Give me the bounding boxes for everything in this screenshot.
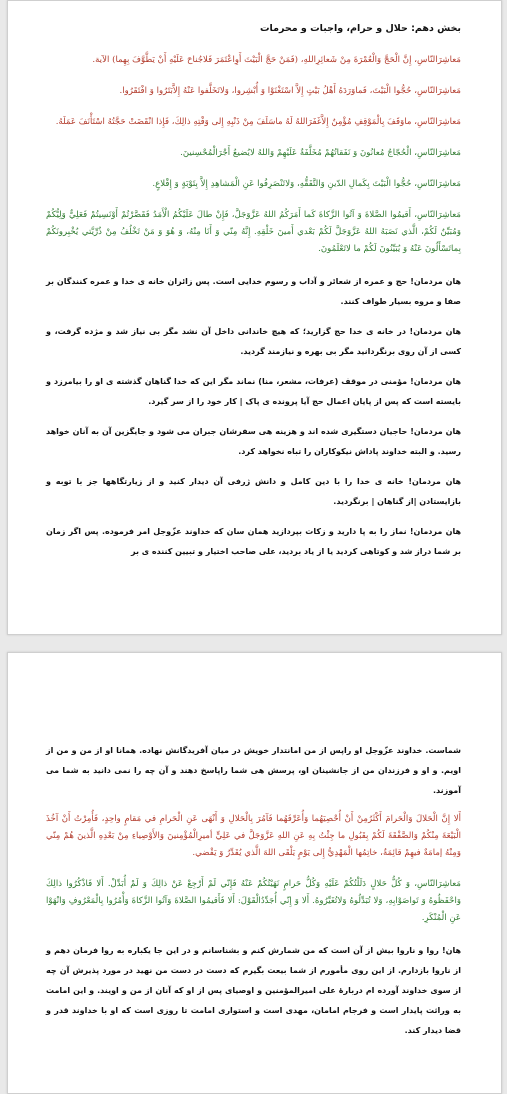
persian-paragraph: هان مردمان! خانه ی خدا را با دین کامل و دانش ژرفی آن دیدار کنید و از زیارتگاهها جز با توبه و بازایستادن |از گناهان | برنگردید. <box>46 477 461 506</box>
persian-paragraph: هان مردمان! نماز را به پا دارید و زکات بپردازید همان سان که خداوند عزّوجل امر فرموده. پس اگر زمان بر شما دراز شد و کوتاهی کردید یا از یاد بردید، علی صاحب اختیار و تبیین کننده ی بر <box>46 527 461 556</box>
arabic-paragraph: مَعاشِرَالنّاسِ، ماوَقَفَ بِالْمَوْقِفِ مُؤْمِنٌ إِلاَّغَفَرَاللهُ لَهُ ماسَلَفَ مِنْ ذَنْبِهِ إِلى وَقْتِهِ ذالِكَ، فَإِذا انْقَضَتْ حَجَّتُهُ اسْتَأْنَفَ عَمَلَهُ. <box>55 117 461 127</box>
persian-paragraph: شماست. خداوند عزّوجل او راپس از من امانتدار خویش در میان آفریدگانش نهاده. همانا او از من و من از اویم. و او و فرزندان من از جانشینان او، پرسش هی شما راپاسخ دهند و آن چه را نمی دانید به شما می آموزند. <box>46 746 461 795</box>
document-page-1 <box>7 0 502 635</box>
persian-paragraph: هان مردمان! حاجیان دستگیری شده اند و هزینه هی سفرشان جبران می شود و جایگزین آن به آنان خواهد رسید. و البته خداوند پاداش نیکوکاران را تباه نخواهد کرد. <box>46 427 461 456</box>
arabic-paragraph: مَعاشِرَالنّاسِ، حُجُّوا الْبَيْتَ، فَماوَرَدَهُ أَهْلُ بَيْتٍ إِلاَّ اسْتَغْنَوْا وَ أُبْشِروا، وَلاتَخَلَّفوا عَنْهُ إِلاَّبَتَرُوا وَ افْتَقَرُوا. <box>119 86 461 96</box>
persian-paragraph: هان مردمان! مؤمنی در موقف (عرفات، مشعر، منا) نماند مگر این که خدا گناهان گذشته ی او را بیامرزد و بایسته است که پس از پایان اعمال حج آیا پرونده ی پاک | کار خود را از سر گیرد. <box>46 377 461 406</box>
persian-paragraph: هان مردمان! حج و عمره از شعائر و آداب و رسوم خدایی است. پس زائران خانه ی خدا و عمره کنندگان بر صفا و مروه بسیار طواف کنند. <box>46 277 461 306</box>
arabic-paragraph: مَعاشِرَالنّاسِ، إِنَّ الْحَجَّ وَالْعُمْرَةَ مِنْ شَعائِرِاللهِ، (فَمَنْ حَجَّ الْبَيْتَ أَوِاعْتَمَرَ فَلاجُناحَ عَلَيْهِ أَنْ يَطَّوَّفَ بِهِما) الآیة. <box>92 55 461 65</box>
arabic-paragraph: مَعاشِرَالنّاسِ، حُجُّوا الْبَيْتَ بِكَمالِ الدّينِ وَالتَّفَقُّهِ، وَلاتَنْصَرِفُوا عَنِ الْمَشاهِدِ إِلاَّ بِتَوْبَةٍ وَ إِقْلاعٍ. <box>152 179 461 189</box>
page-1-content <box>46 23 461 572</box>
arabic-paragraph: مَعاشِرَالنّاسِ، الْحُجّاجُ مُعانُونَ وَ نَفَقاتُهُمْ مُخَلَّفَةٌ عَلَيْهِمْ وَاللهُ لايُضيعُ أَجْرَالْمُحْسِنينَ. <box>180 148 461 158</box>
section-heading: بخش دهم: حلال و حرام، واجبات و محرمات <box>259 23 461 34</box>
persian-paragraph: هان مردمان! در خانه ی خدا حج گزارید؛ که هیچ خاندانی داخل آن نشد مگر بی نیاز شد و مژده گرفت، و کسی از آن روی برنگردانید مگر بی بهره و نیازمند گردید. <box>46 327 461 356</box>
document-page-2 <box>7 652 502 1094</box>
arabic-paragraph: أَلا إِنَّ الْحَلالَ وَالْحَرامَ أَكْثَرُمِنْ أَنْ أُحْصِيَهُما وَأُعَرِّفَهُما فَآمُرَ بِالْحَلالِ وَ أَنْهَى عَنِ الْحَرامِ في مَقامٍ واحِدٍ، فَأُمِرْتُ أَنْ آخُذَ الْبَيْعَةَ مِنْكُمْ وَالصَّفْقَةَ لَكُمْ بِقَبُولِ ما جِئْتُ بِهِ عَنِ اللهِ عَزَّوَجَلَّ في عَلِيٍّ أميرِالْمُؤْمِنينَ وَالأَوْصِياءِ مِنْ بَعْدِهِ الَّذينَ هُمْ مِنّي وَمِنْهُ إمامَةٌ فيهِمْ قائِمَةٌ، خاتِمُها الْمَهْدِيُّ إِلى يَوْمٍ يَلْقَى اللهَ الَّذي يُقَدِّرُ وَ يَقْضي. <box>46 814 461 858</box>
persian-paragraph: هان! روا و ناروا بیش از آن است که من شمارش کنم و بشناسانم و در این جا یکباره به روا فرمان دهم و از ناروا بازدارم. از این روی مأمورم از شما بیعت بگیرم که دست در دست من نهید در مورد پذیرش آن چه از سوی خداوند آورده ام دربارهٔ علی امیرالمؤمنین و اوصیای پس از او که آنان از من و اویند. و این امامت به وراثت پایدار است و فرجام امامان، مهدی است و استواری امامت تا روزی است که او با خداوند قدر و قضا دیدار کند. <box>46 946 461 1035</box>
arabic-paragraph: مَعاشِرَالنّاسِ، وَ كُلُّ حَلالٍ دَلَلْتُكُمْ عَلَيْهِ وَكُلُّ حَرامٍ نَهَيْتُكُمْ عَنْهُ فَإِنّي لَمْ أَرْجِعْ عَنْ ذالِكَ وَ لَمْ أُبَدِّلْ. أَلا فَاذْكُرُوا ذالِكَ وَاحْفَظُوهُ وَ تَواصَوْابِهِ، وَلا تُبَدِّلُوهُ وَلاتُغَيِّرُوهُ. أَلا وَ إِنّي أُجَدِّدُالْقَوْلَ: أَلا فَأَقيمُوا الصَّلاةَ وَآتُوا الزَّكاةَ وَأْمُرُوا بِالْمَعْرُوفِ وَانْهَوْا عَنِ الْمُنْكَرِ. <box>46 879 461 923</box>
arabic-paragraph: مَعاشِرَالنّاسِ، أَقيمُوا الصَّلاةَ وَ آتُوا الزَّكاةَ كَما أَمَرَكُمُ اللهُ عَزَّوَجَلَّ، فَإِنْ طالَ عَلَيْكُمُ الْأَمَدُ فَقَصَّرْتُمْ أَوْنَسِيتُمْ فَعَلِيٌّ وَلِيُّكُمْ وَمُبَيِّنٌ لَكُمْ، الَّذي نَصَبَهُ اللهُ عَزَّوَجَلَّ لَكُمْ بَعْدي أَمينَ خَلْقِهِ. إِنَّهُ مِنّي وَ أَنَا مِنْهُ، وَ هُوَ وَ مَنْ تَخْلُفُ مِنْ ذُرِّيَّتي يُخْبِرونَكُمْ بِماتَسْأَلُونَ عَنْهُ وَ يُبَيِّنُونَ لَكُمْ ما لاتَعْلَمُونَ. <box>46 210 461 254</box>
page-2-content <box>46 741 461 1051</box>
